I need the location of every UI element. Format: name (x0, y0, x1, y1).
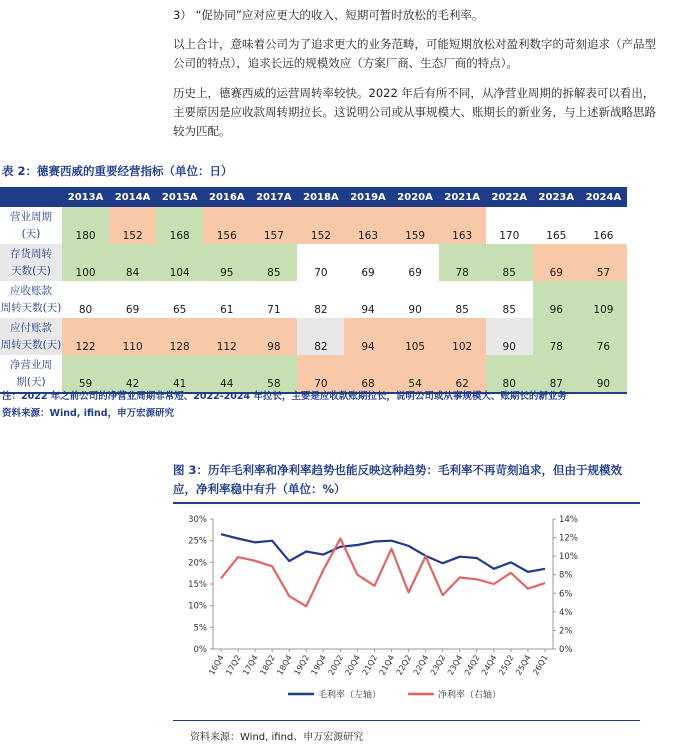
x-tick-label: 17Q4 (241, 653, 260, 677)
y-left-tick-label: 10% (188, 601, 207, 612)
table-cell: 90 (580, 355, 627, 393)
table-cell: 122 (62, 318, 109, 355)
row-label-line: (天) (21, 227, 41, 240)
table-row (0, 281, 627, 318)
table-cell: 69 (344, 244, 391, 281)
table-cell: 95 (203, 244, 250, 281)
row-label-line: 应付账款 (10, 321, 52, 334)
y-right-tick-label: 10% (559, 552, 578, 563)
table-cell: 94 (344, 318, 391, 355)
y-right-tick-label: 4% (559, 607, 573, 618)
table-cell: 100 (62, 244, 109, 281)
y-left-tick-label: 15% (188, 580, 207, 590)
y-right-tick-label: 8% (559, 570, 573, 581)
x-tick-label: 19Q2 (292, 653, 311, 677)
header-year: 2022A (486, 187, 533, 207)
row-label (0, 281, 62, 318)
x-tick-label: 25Q2 (497, 653, 516, 677)
table-cell: 85 (486, 281, 533, 318)
table-cell: 71 (250, 281, 297, 318)
table-cell: 110 (109, 318, 156, 355)
x-tick-label: 18Q4 (275, 653, 294, 677)
table-cell: 90 (392, 281, 439, 318)
table-cell: 84 (109, 244, 156, 281)
table-cell: 57 (580, 244, 627, 281)
table-cell: 165 (533, 207, 580, 244)
table-cell: 94 (344, 281, 391, 318)
series-line-net-margin (221, 539, 545, 607)
y-right-tick-label: 6% (559, 589, 573, 600)
header-year: 2014A (109, 187, 156, 207)
table-cell: 62 (439, 355, 486, 393)
x-tick-label: 25Q4 (514, 653, 533, 677)
table-cell: 82 (297, 318, 344, 355)
metrics-table (0, 187, 627, 394)
figure-rule-top (173, 502, 640, 504)
table-cell: 44 (203, 355, 250, 393)
row-label (0, 207, 62, 244)
x-tick-label: 24Q4 (479, 653, 499, 677)
table-row (0, 318, 627, 355)
y-left-tick-label: 30% (188, 515, 207, 525)
table-cell: 152 (109, 207, 156, 244)
row-label (0, 318, 62, 355)
header-year: 2016A (203, 187, 250, 207)
legend-label: 净利率（右轴） (438, 690, 502, 701)
table-row (0, 207, 627, 244)
x-tick-label: 22Q4 (411, 653, 431, 677)
table-cell: 109 (580, 281, 627, 318)
y-left-tick-label: 5% (193, 623, 207, 634)
y-right-tick-label: 2% (559, 626, 573, 637)
y-right-tick-label: 14% (559, 515, 578, 525)
table-cell: 54 (392, 355, 439, 393)
table-cell: 90 (486, 318, 533, 355)
header-year: 2021A (439, 187, 486, 207)
table-cell: 85 (486, 244, 533, 281)
table-cell: 68 (344, 355, 391, 393)
y-right-tick-label: 0% (559, 645, 573, 655)
table-cell: 112 (203, 318, 250, 355)
table-cell: 156 (203, 207, 250, 244)
header-year: 2017A (250, 187, 297, 207)
table-cell: 152 (297, 207, 344, 244)
paragraph-3: 历史上，德赛西威的运营周转率较快。2022 年后有所不同，从净营业周期的拆解表可以看出，主要原因是应收款周转期拉长。这说明公司或从事规模大、账期长的新业务，与上述新战略思路较为匹配。 (173, 86, 656, 138)
table-cell: 70 (297, 355, 344, 393)
row-label (0, 244, 62, 281)
header-year: 2018A (297, 187, 344, 207)
x-tick-label: 20Q4 (343, 653, 363, 677)
row-label-line: 应收账款 (10, 284, 52, 297)
table-cell: 69 (533, 244, 580, 281)
x-tick-label: 23Q4 (445, 653, 465, 677)
header-year: 2024A (580, 187, 627, 207)
x-tick-label: 21Q4 (377, 653, 397, 677)
table-cell: 85 (439, 281, 486, 318)
table-body (0, 207, 627, 393)
table-cell: 159 (392, 207, 439, 244)
table-cell: 82 (297, 281, 344, 318)
x-tick-label: 17Q2 (224, 653, 243, 677)
figure-source: 资料来源：Wind, ifind、申万宏源研究 (190, 732, 364, 743)
table-cell: 180 (62, 207, 109, 244)
table-cell: 105 (392, 318, 439, 355)
table-note: 注：2022 年之前公司的净营业周期非常短、2022-2024 年拉长，主要是应收款账期拉长，说明公司或从事规模大、账期长的新业务 (2, 391, 567, 402)
x-tick-label: 21Q2 (360, 653, 380, 677)
margin-chart (173, 505, 640, 717)
table-cell: 61 (203, 281, 250, 318)
table-cell: 69 (392, 244, 439, 281)
x-tick-label: 19Q4 (309, 653, 329, 677)
table-row (0, 244, 627, 281)
table-cell: 76 (580, 318, 627, 355)
header-corner (0, 187, 62, 207)
table-cell: 41 (156, 355, 203, 393)
table-source: 资料来源：Wind, ifind，申万宏源研究 (2, 408, 175, 419)
table-cell: 102 (439, 318, 486, 355)
table-cell: 85 (250, 244, 297, 281)
legend-label: 毛利率（左轴） (318, 690, 382, 701)
paragraph-2: 以上合计，意味着公司为了追求更大的业务范畴，可能短期放松对盈利数字的苛刻追求（产品型公司的特点），追求长远的规模效应（方案厂商、生态厂商的特点）。 (173, 37, 656, 70)
table-cell: 69 (109, 281, 156, 318)
table-cell: 170 (486, 207, 533, 244)
table-notes (2, 388, 567, 422)
header-year: 2023A (533, 187, 580, 207)
table-cell: 98 (250, 318, 297, 355)
y-left-tick-label: 20% (188, 558, 207, 569)
table-title: 表 2：德赛西威的重要经营指标（单位：日） (2, 164, 233, 178)
paragraph-1: 3） “促协同”应对应更大的收入、短期可暂时放松的毛利率。 (173, 8, 484, 22)
y-left-tick-label: 0% (193, 645, 207, 655)
table-cell: 42 (109, 355, 156, 393)
table-cell: 166 (580, 207, 627, 244)
table-cell: 59 (62, 355, 109, 393)
y-right-tick-label: 12% (559, 533, 578, 544)
header-year: 2013A (62, 187, 109, 207)
table-cell: 128 (156, 318, 203, 355)
header-year: 2015A (156, 187, 203, 207)
x-tick-label: 22Q2 (394, 653, 414, 677)
table-cell: 96 (533, 281, 580, 318)
x-tick-label: 24Q2 (462, 653, 482, 677)
table-cell: 78 (533, 318, 580, 355)
figure-title: 图 3：历年毛利率和净利率趋势也能反映这种趋势：毛利率不再苛刻追求，但由于规模效应，净利率稳中有升（单位：%） (173, 463, 623, 496)
row-label-line: 周转天数(天) (0, 338, 62, 351)
table-cell: 70 (297, 244, 344, 281)
table-cell: 163 (344, 207, 391, 244)
x-tick-label: 18Q2 (258, 653, 277, 677)
row-label-line: 营业周期 (10, 210, 52, 223)
row-label-line: 期(天) (16, 375, 46, 388)
table-cell: 168 (156, 207, 203, 244)
figure-rule-bottom (173, 720, 640, 721)
x-tick-label: 23Q2 (428, 653, 448, 677)
x-tick-label: 16Q4 (207, 653, 226, 677)
table-cell: 80 (62, 281, 109, 318)
x-tick-label: 20Q2 (326, 653, 346, 677)
table-cell: 80 (486, 355, 533, 393)
header-year: 2019A (344, 187, 391, 207)
row-label-line: 存货周转 (10, 247, 52, 260)
table-cell: 157 (250, 207, 297, 244)
x-tick-label: 26Q1 (531, 653, 550, 677)
table-cell: 104 (156, 244, 203, 281)
table-header-row (0, 187, 627, 207)
table-cell: 58 (250, 355, 297, 393)
row-label-line: 净营业周 (10, 358, 52, 371)
header-year: 2020A (392, 187, 439, 207)
row-label-line: 周转天数(天) (0, 301, 62, 314)
y-left-tick-label: 25% (188, 536, 207, 547)
table-cell: 78 (439, 244, 486, 281)
table-cell: 87 (533, 355, 580, 393)
table-cell: 163 (439, 207, 486, 244)
row-label-line: 天数(天) (11, 264, 51, 277)
table-cell: 65 (156, 281, 203, 318)
